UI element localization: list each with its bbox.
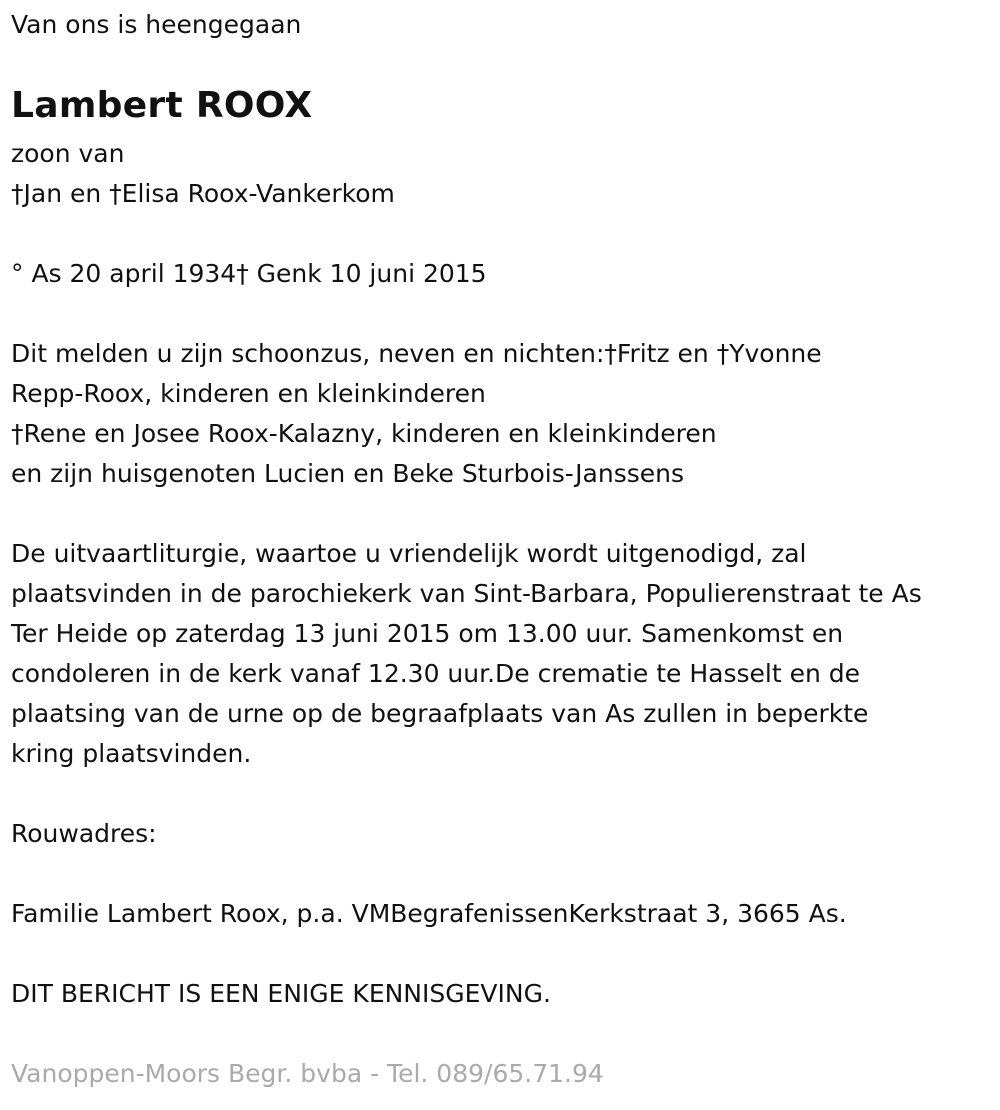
funeral-home-credit: Vanoppen-Moors Begr. bvba - Tel. 089/65.71.94 xyxy=(11,1059,604,1088)
ceremony-line-4: condoleren in de kerk vanaf 12.30 uur.De crematie te Hasselt en de xyxy=(11,659,861,688)
ceremony-line-5: plaatsing van de urne op de begraafplaats van As zullen in beperkte xyxy=(11,699,869,728)
sole-notice: DIT BERICHT IS EEN ENIGE KENNISGEVING. xyxy=(11,979,551,1008)
announcers-line-1: Dit melden u zijn schoonzus, neven en nichten:†Fritz en †Yvonne xyxy=(11,339,822,368)
deceased-name: Lambert ROOX xyxy=(11,85,313,126)
ceremony-line-2: plaatsvinden in de parochiekerk van Sint-Barbara, Populierenstraat te As xyxy=(11,579,922,608)
mourning-address: Familie Lambert Roox, p.a. VMBegrafenissenKerkstraat 3, 3665 As. xyxy=(11,899,847,928)
mourning-address-label: Rouwadres: xyxy=(11,819,157,848)
announcers-block xyxy=(11,334,822,494)
parents-line-2: †Jan en †Elisa Roox-Vankerkom xyxy=(11,179,395,208)
dates-line: ° As 20 april 1934† Genk 10 juni 2015 xyxy=(11,259,487,288)
announcers-line-3: †Rene en Josee Roox-Kalazny, kinderen en kleinkinderen xyxy=(11,419,717,448)
birth-death-dates xyxy=(11,254,487,294)
ceremony-line-6: kring plaatsvinden. xyxy=(11,739,252,768)
intro-text: Van ons is heengegaan xyxy=(11,10,302,39)
parents-line-1: zoon van xyxy=(11,139,125,168)
ceremony-block xyxy=(11,534,922,774)
parents-block xyxy=(11,134,395,214)
ceremony-line-3: Ter Heide op zaterdag 13 juni 2015 om 13.00 uur. Samenkomst en xyxy=(11,619,844,648)
ceremony-line-1: De uitvaartliturgie, waartoe u vriendelijk wordt uitgenodigd, zal xyxy=(11,539,807,568)
announcers-line-4: en zijn huisgenoten Lucien en Beke Sturbois-Janssens xyxy=(11,459,684,488)
announcers-line-2: Repp-Roox, kinderen en kleinkinderen xyxy=(11,379,486,408)
